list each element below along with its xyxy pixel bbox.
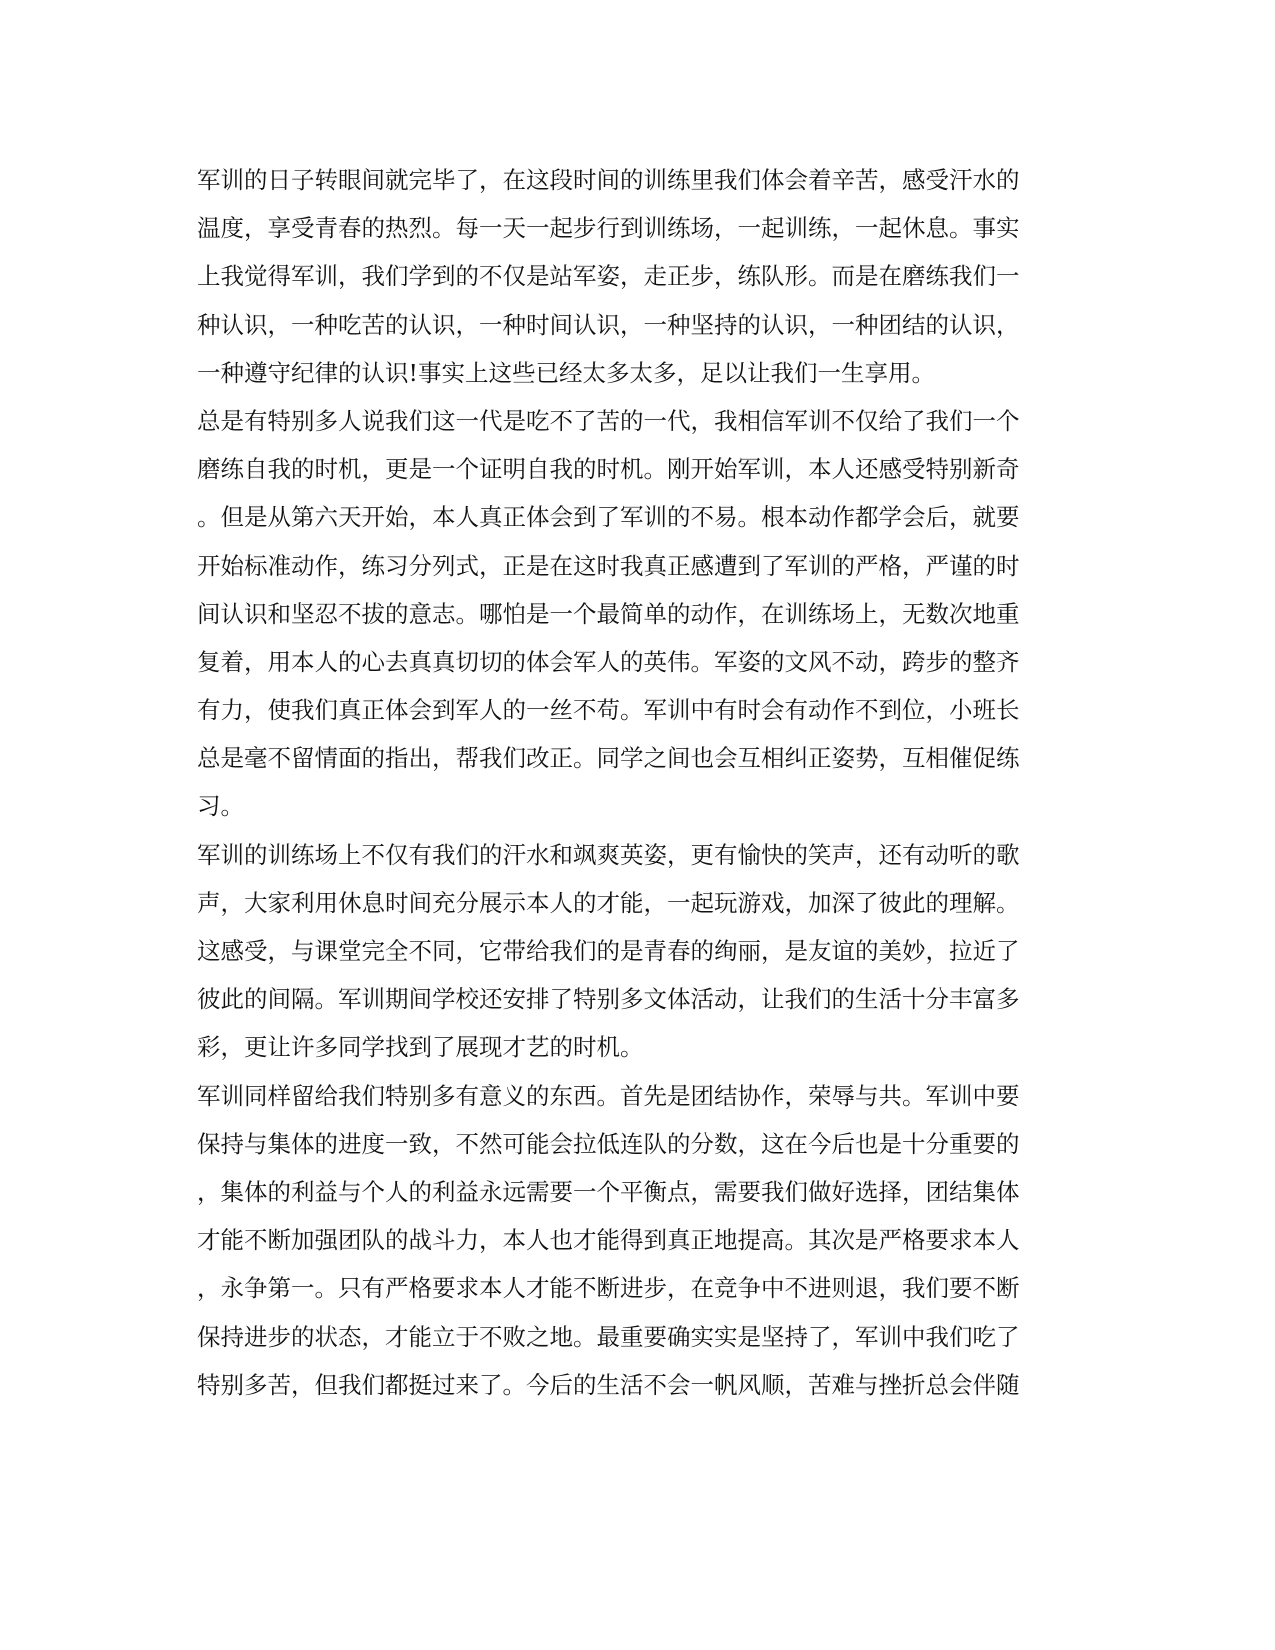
text-line: 军训的训练场上不仅有我们的汗水和飒爽英姿，更有愉快的笑声，还有动听的歌 — [197, 840, 1020, 869]
text-line: 彩，更让许多同学找到了展现才艺的时机。 — [197, 1033, 644, 1062]
text-line: 保持与集体的进度一致，不然可能会拉低连队的分数，这在今后也是十分重要的 — [197, 1129, 1020, 1158]
text-line: 彼此的间隔。军训期间学校还安排了特别多文体活动，让我们的生活十分丰富多 — [197, 985, 1020, 1014]
text-line: 总是毫不留情面的指出，帮我们改正。同学之间也会互相纠正姿势，互相催促练 — [197, 744, 1020, 773]
text-line: 这感受，与课堂完全不同，它带给我们的是青春的绚丽，是友谊的美妙，拉近了 — [197, 937, 1020, 965]
text-line: 种认识，一种吃苦的认识，一种时间认识，一种坚持的认识，一种团结的认识， — [197, 310, 1020, 339]
text-line: 开始标准动作，练习分列式，正是在这时我真正感遭到了军训的严格，严谨的时 — [197, 551, 1020, 580]
text-line: 保持进步的状态，才能立于不败之地。最重要确实实是坚持了，军训中我们吃了 — [197, 1322, 1020, 1351]
text-line: 声，大家利用休息时间充分展示本人的才能，一起玩游戏，加深了彼此的理解。 — [197, 888, 1020, 917]
text-line: ，集体的利益与个人的利益永远需要一个平衡点，需要我们做好选择，团结集体 — [197, 1177, 1020, 1206]
text-line: 温度，享受青春的热烈。每一天一起步行到训练场，一起训练，一起休息。事实 — [197, 214, 1020, 243]
text-line: 磨练自我的时机，更是一个证明自我的时机。刚开始军训，本人还感受特别新奇 — [197, 455, 1020, 484]
text-line: 间认识和坚忍不拔的意志。哪怕是一个最简单的动作，在训练场上，无数次地重 — [197, 599, 1020, 628]
text-line: 上我觉得军训，我们学到的不仅是站军姿，走正步，练队形。而是在磨练我们一 — [197, 262, 1020, 291]
text-line: 。但是从第六天开始，本人真正体会到了军训的不易。根本动作都学会后，就要 — [197, 503, 1020, 532]
text-line: 军训同样留给我们特别多有意义的东西。首先是团结协作，荣辱与共。军训中要 — [197, 1081, 1020, 1110]
text-line: 军训的日子转眼间就完毕了，在这段时间的训练里我们体会着辛苦，感受汗水的 — [197, 166, 1020, 194]
text-line: ，永争第一。只有严格要求本人才能不断进步，在竞争中不进则退，我们要不断 — [197, 1274, 1020, 1303]
text-line: 有力，使我们真正体会到军人的一丝不苟。军训中有时会有动作不到位，小班长 — [197, 696, 1020, 725]
text-line: 习。 — [197, 792, 244, 821]
body-text — [197, 156, 1077, 1409]
text-line: 复着，用本人的心去真真切切的体会军人的英伟。军姿的文风不动，跨步的整齐 — [197, 647, 1020, 676]
text-line: 一种遵守纪律的认识!事实上这些已经太多太多，足以让我们一生享用。 — [197, 358, 935, 387]
text-line: 总是有特别多人说我们这一代是吃不了苦的一代，我相信军训不仅给了我们一个 — [197, 406, 1020, 435]
text-line: 才能不断加强团队的战斗力，本人也才能得到真正地提高。其次是严格要求本人 — [197, 1226, 1020, 1255]
text-line: 特别多苦，但我们都挺过来了。今后的生活不会一帆风顺，苦难与挫折总会伴随 — [197, 1370, 1020, 1399]
